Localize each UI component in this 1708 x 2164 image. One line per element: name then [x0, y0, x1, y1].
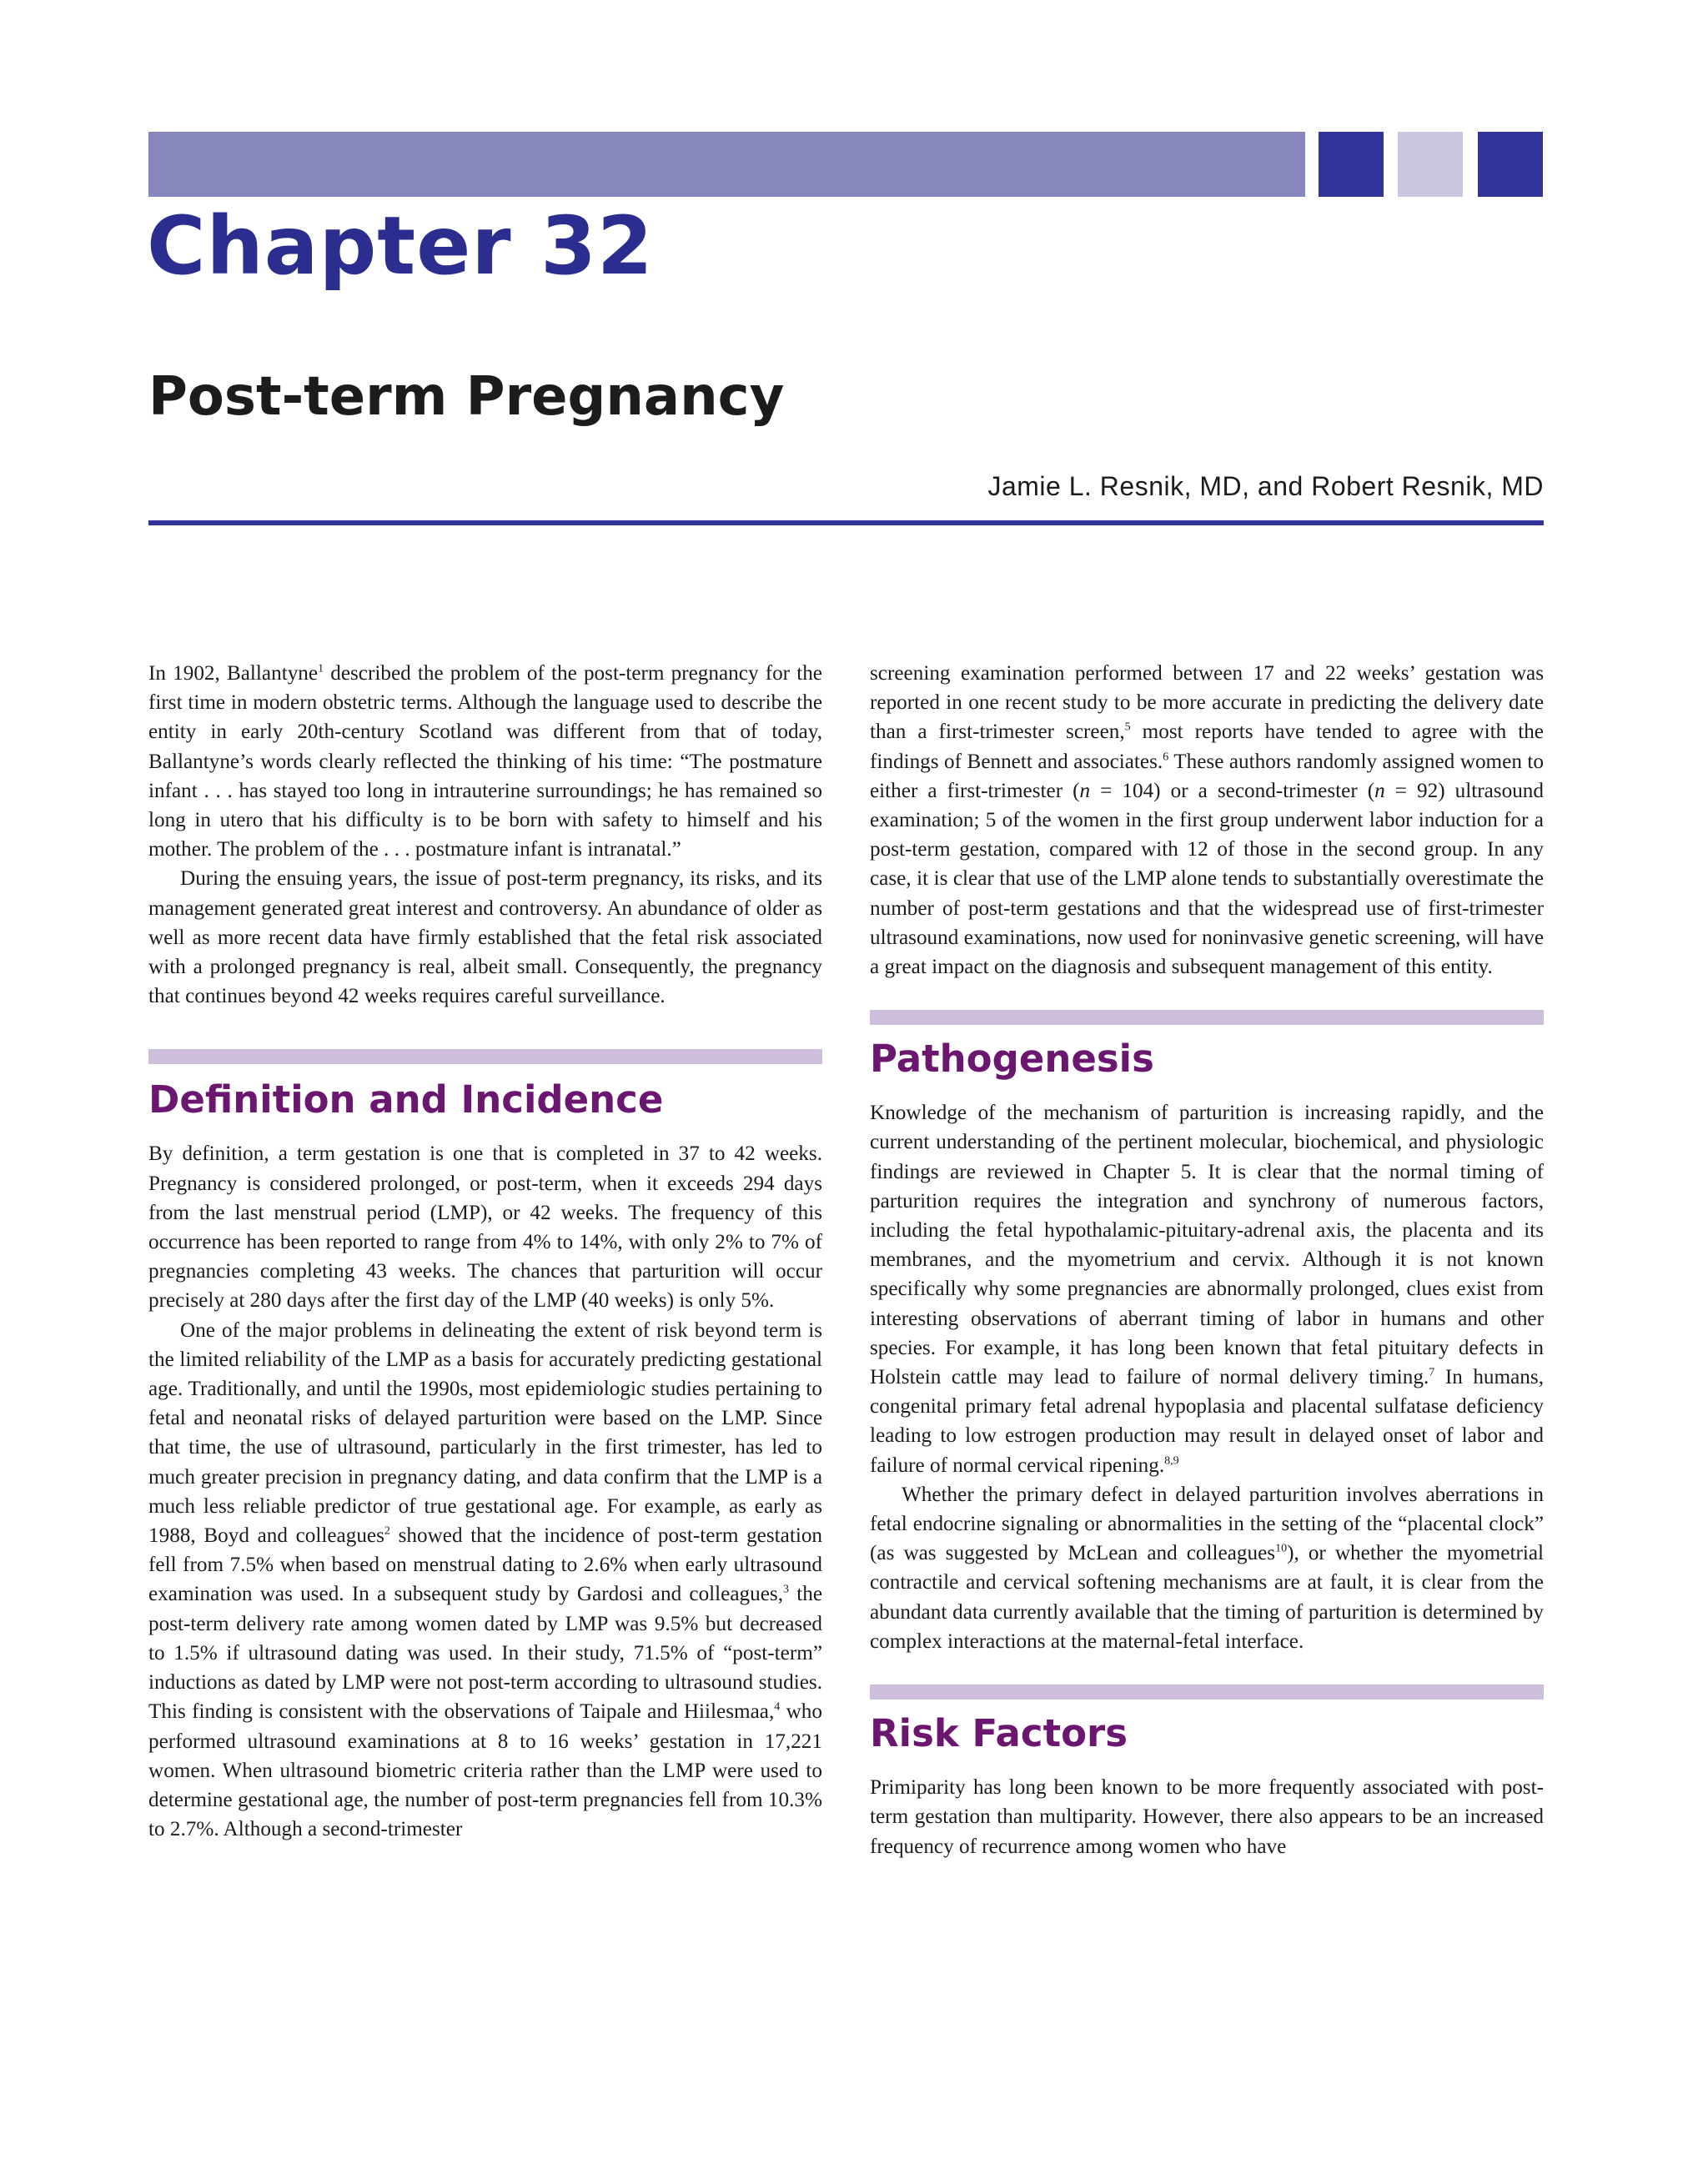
risk-factors-paragraph-1: Primiparity has long been known to be more frequently associated with post-term gestation than multiparity. However, there also appears to be an increased frequency of recurrence among women who have — [870, 1776, 1544, 1858]
section-bar-pathogenesis — [870, 1010, 1544, 1025]
header-square-dark-1 — [1319, 132, 1384, 197]
pathogenesis-paragraph-2: Whether the primary defect in delayed parturition involves aberrations in fetal endocrine signaling or abnormalities in the setting of the “placental clock” (as was suggested by McLean and colleagues$^{10}$), or whether the myometrial contractile and cervical softening mechanisms are at fault, it is clear from the abundant data currently available that the timing of parturition is determined by complex interactions at the maternal-fetal interface. — [870, 1483, 1545, 1653]
intro-paragraph-1: In 1902, Ballantyne$^1$ described the problem of the post-term pregnancy for the first time in modern obstetric terms. Although the language used to describe the entity in early 20th-century Scotland was different from that of today, Ballantyne’s words clearly reflected the thinking of his time: “The postmature infant . . . has stayed too long in intrauterine surroundings; he has remained so long in utero that his difficulty is to be born with safety to himself and his mother. The problem of the . . . postmature infant is intranatal.” — [148, 662, 822, 861]
continuation-paragraph: screening examination performed between 17 and 22 weeks’ gestation was reported in one recent study to be more accurate in predicting the delivery date than a first-trimester screen,$^5$ most reports have tended to agree with the findings of Bennett and associates.$^6$ These authors randomly assigned women to either a first-trimester (n = 104) or a second-trimester (n = 92) ultrasound examination; 5 of the women in the first group underwent labor induction for a post-term gestation, compared with 12 of those in the second group. In any case, it is clear that use of the LMP alone tends to substantially overestimate the number of post-term gestations and that the widespread use of first-trimester ultrasound examinations, now used for noninvasive genetic screening, will have a great impact on the diagnosis and subsequent management of this entity. — [870, 662, 1544, 979]
section-heading-risk-factors: Risk Factors — [870, 1711, 1128, 1756]
right-column — [870, 659, 1544, 1861]
left-column — [148, 659, 822, 1844]
authors: Jamie L. Resnik, MD, and Robert Resnik, MD — [987, 471, 1544, 501]
pathogenesis-paragraph-1: Knowledge of the mechanism of parturition is increasing rapidly, and the current understanding of the pertinent molecular, biochemical, and physiologic findings are reviewed in Chapter 5. It is clear that the normal timing of parturition requires the integration and synchrony of numerous factors, including the fetal hypothalamic-pituitary-adrenal axis, the placenta and its membranes, and the myometrium and cervix. Although it is not known specifically why some pregnancies are abnormally prolonged, clues exist from interesting observations of aberrant timing of labor in humans and other species. For example, it has long been known that fetal pituitary defects in Holstein cattle may lead to failure of normal delivery timing.$^7$ In humans, congenital primary fetal adrenal hypoplasia and placental sulfatase deficiency leading to low estrogen production may result in delayed onset of labor and failure of normal cervical ripening.$^{8,9}$ — [870, 1102, 1544, 1477]
intro-paragraph-2: During the ensuing years, the issue of post-term pregnancy, its risks, and its management generated great interest and controversy. An abundance of older as well as more recent data have firmly established that the fetal risk associated with a prolonged pregnancy is real, albeit small. Consequently, the pregnancy that continues beyond 42 weeks requires careful surveillance. — [148, 867, 822, 1008]
section-heading-definition: Definition and Incidence — [148, 1077, 664, 1122]
header-bar — [148, 132, 1305, 197]
chapter-label: Chapter 32 — [147, 199, 654, 293]
definition-paragraph-1: By definition, a term gestation is one that is completed in 37 to 42 weeks. Pregnancy is considered prolonged, or post-term, when it exceeds 294 days from the last menstrual period (LMP), or 42 weeks. The frequency of this occurrence has been reported to range from 4% to 14%, with only 2% to 7% of pregnancies completing 43 weeks. The chances that parturition will occur precisely at 280 days after the first day of the LMP (40 weeks) is only 5%. — [148, 1142, 822, 1313]
section-heading-pathogenesis: Pathogenesis — [870, 1037, 1154, 1082]
definition-paragraph-2: One of the major problems in delineating the extent of risk beyond term is the limited reliability of the LMP as a basis for accurately predicting gestational age. Traditionally, and until the 1990s, most epidemiologic studies pertaining to fetal and neonatal risks of delayed parturition were based on the LMP. Since that time, the use of ultrasound, particularly in the first trimester, has led to much greater precision in pregnancy dating, and data confirm that the LMP is a much less reliable predictor of true gestational age. For example, as early as 1988, Boyd and colleagues$^2$ showed that the incidence of post-term gestation fell from 7.5% when based on menstrual dating to 2.6% when early ultrasound examination was used. In a subsequent study by Gardosi and colleagues,$^3$ the post-term delivery rate among women dated by LMP was 9.5% but decreased to 1.5% if ultrasound dating was used. In their study, 71.5% of “post-term” inductions as dated by LMP were not post-term according to ultrasound studies. This finding is consistent with the observations of Taipale and Hiilesmaa,$^4$ who performed ultrasound examinations at 8 to 16 weeks’ gestation in 17,221 women. When ultrasound biometric criteria rather than the LMP were used to determine gestational age, the number of post-term pregnancies fell from 10.3% to 2.7%. Although a second-trimester — [148, 1318, 823, 1841]
section-bar-definition — [148, 1049, 822, 1064]
header-square-dark-2 — [1478, 132, 1543, 197]
header-rule — [148, 520, 1544, 525]
chapter-title: Post-term Pregnancy — [148, 366, 785, 428]
section-bar-risk-factors — [870, 1685, 1544, 1700]
header-square-light — [1398, 132, 1463, 197]
